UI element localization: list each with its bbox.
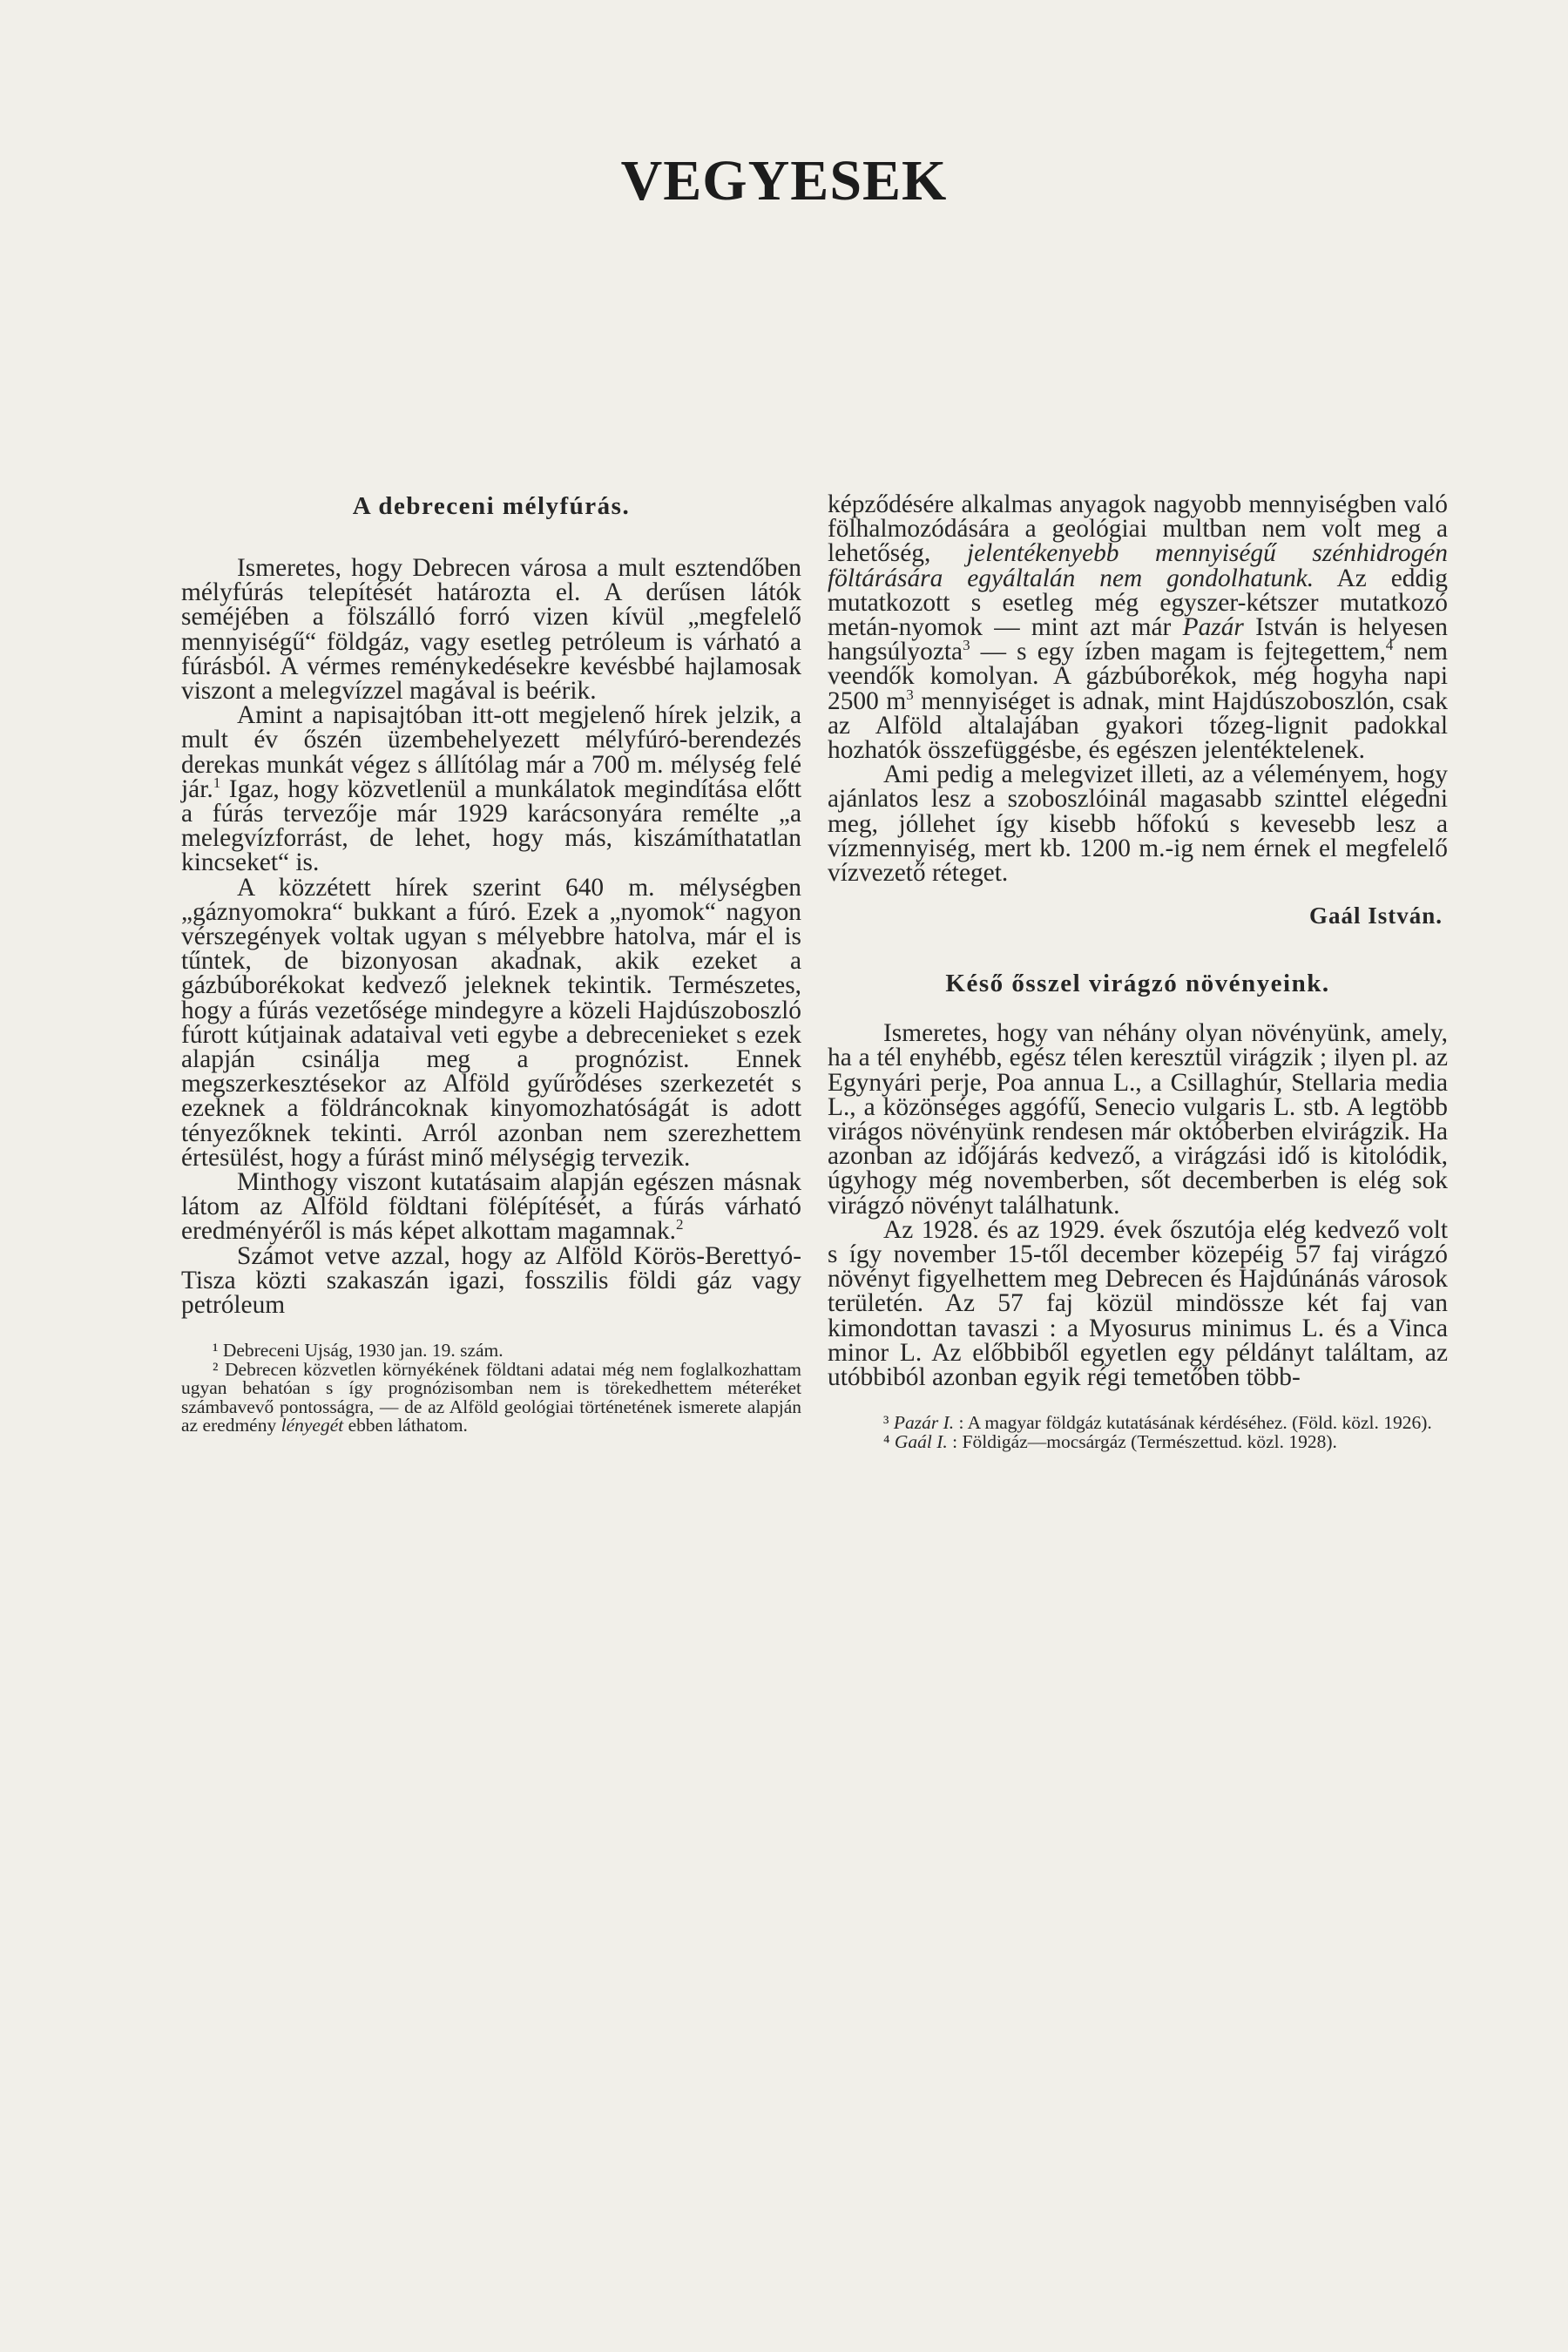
- right-column: [828, 492, 1448, 1451]
- text-run: mennyiséget is adnak, mint Hajdúszoboszlón, csak az Alföld altalajában gyakori tőzeg-lignit padokkal hozhatók összefüggésbe, és egészen jelentéktelenek.: [828, 686, 1448, 765]
- text-run: Az eddig mutatkozott s esetleg még egyszer-kétszer mutatkozó metán-nyomok — mint azt már: [828, 564, 1449, 642]
- article-heading: Késő ősszel virágzó növényeink.: [945, 970, 1330, 998]
- text-run: Minthogy viszont kutatásaim alapján egészen másnak látom az Alföld földtani fölépítését, a fúrás várható eredményéről is más képet alkottam magamnak.: [181, 1168, 801, 1246]
- page-title: VEGYESEK: [620, 149, 948, 213]
- emphasis: jelentékenyebb mennyiségű szénhidrogén föltárására egyáltalán nem gondolhatunk.: [828, 539, 1449, 592]
- text-run: — s egy ízben magam is fejtegettem,: [970, 638, 1386, 666]
- footnote: [828, 1430, 1448, 1452]
- text-run: : A magyar földgáz kutatásának kérdéséhez. (Föld. közl. 1926).: [958, 1412, 1432, 1434]
- footnote-ref: 2: [676, 1216, 684, 1233]
- paragraph: Ismeretes, hogy Debrecen városa a mult esztendőben mélyfúrás telepítését határozta el. A derűsen látók seméjében a fölszálló forró vizen kívül „megfelelő mennyiségű“ földgáz, vagy esetleg petróleum is várható a fúrásból. A vérmes reménykedésekre kevésbbé hajlamosak viszont a melegvízzel magával is beérik.: [181, 554, 801, 706]
- emphasis: Gaál I.: [894, 1430, 948, 1452]
- paragraph: Számot vetve azzal, hogy az Alföld Körös-Berettyó-Tisza közti szakaszán igazi, fosszilis földi gáz vagy petróleum: [181, 1241, 801, 1320]
- left-column: [181, 492, 801, 1435]
- text-run: : Földigáz—mocsárgáz (Természettud. közl. 1928).: [952, 1430, 1337, 1452]
- paragraph: [181, 1170, 801, 1244]
- text-run: ² Debrecen közvetlen környékének földtani adatai még nem foglalkozhattam ugyan behatóan s így prognózisomban nem is törekedhettem méteréket számbavevő pontosságra, — de az Alföld geológiai történetének ismerete alapján az eredmény: [181, 1358, 801, 1436]
- author-signature: Gaál István.: [1308, 902, 1443, 929]
- text-run: István is helyesen hangsúlyozta: [828, 613, 1449, 666]
- footnote-number: ³: [883, 1412, 889, 1434]
- text-run: képződésére alkalmas anyagok nagyobb mennyiségben való fölhalmozódására a geológiai multban nem volt meg a lehetőség,: [828, 490, 1448, 568]
- footnote: [828, 1414, 1448, 1432]
- footnote-ref: 4: [1385, 637, 1394, 654]
- text-run: Amint a napisajtóban itt-ott megjelenő hírek jelzik, a mult év őszén üzembehelyezett mélyfúró-berendezés derekas munkát végez s állítólag már a 700 m. mélység felé jár.: [181, 701, 801, 803]
- text-run: Igaz, hogy közvetlenül a munkálatok megindítása előtt a fúrás tervezője már 1929 karácsonyára remélte „a melegvízforrást, de lehet, hogy más, kiszámíthatatlan kincseket“ is.: [181, 774, 801, 877]
- text-run: ebben láthatom.: [343, 1414, 468, 1436]
- text-run: nem veendők komolyan. A gázbúborékok, még hogyha napi 2500 m: [828, 638, 1448, 715]
- footnotes: [181, 1342, 801, 1435]
- footnote-ref: 3: [963, 637, 970, 654]
- article-heading: A debreceni mélyfúrás.: [352, 492, 631, 520]
- emphasis: Pazár: [1182, 613, 1244, 642]
- footnote-number: ⁴: [883, 1430, 890, 1452]
- paragraph: Ami pedig a melegvizet illeti, az a véleményem, hogy ajánlatos lesz a szoboszlóinál magasabb szinttel elégedni meg, jóllehet így kisebb hőfokú s kevesebb lesz a vízmennyiség, mert kb. 1200 m.-ig nem érnek el megfelelő vízvezető réteget.: [828, 760, 1448, 888]
- emphasis: Pazár I.: [893, 1412, 955, 1434]
- paragraph: [181, 703, 801, 875]
- footnote: [181, 1358, 801, 1436]
- footnote-ref: 1: [213, 774, 221, 792]
- paragraph: Az 1928. és az 1929. évek őszutója elég kedvező volt s így november 15-től december közepéig 57 faj virágzó növényt figyelhettem meg Debrecen és Hajdúnánás városok területén. Az 57 faj közül mindössze két faj van kimondottan tavaszi : a Myosurus minimus L. és a Vinca minor L. Az előbbiből egyetlen egy példányt találtam, az utóbbiból azonban egyik régi temetőben több-: [828, 1215, 1448, 1392]
- superscript: 3: [906, 686, 914, 703]
- footnote: ¹ Debreceni Ujság, 1930 jan. 19. szám.: [213, 1340, 504, 1362]
- paragraph: Ismeretes, hogy van néhány olyan növényünk, amely, ha a tél enyhébb, egész télen keresztül virágzik ; ilyen pl. az Egynyári perje, Poa annua L., a Csillaghúr, Stellaria media L., a közönséges aggófű, Senecio vulgaris L. stb. A legtöbb virágos növényünk rendesen már októberben elvirágzik. Ha azonban az időjárás kedvező, a virágzási idő is kitolódik, úgyhogy még novemberben, sőt decemberben is elég sok virágzó növényt találhatunk.: [828, 1019, 1448, 1220]
- paragraph: A közzétett hírek szerint 640 m. mélységben „gáznyomokra“ bukkant a fúró. Ezek a „nyomok“ nagyon vérszegények voltak ugyan s mélyebbre hatolva, már el is tűntek, de bizonyosan akadnak, akik ezeket a gázbúborékokat kedvező jeleknek tekintik. Természetes, hogy a fúrás vezetősége mindegyre a közeli Hajdúszoboszló fúrott kútjainak adataival veti egybe a debrecenieket s ezek alapján csinálja meg a prognózist. Ennek megszerkesztésekor az Alföld gyűrődéses szerkezetét s ezeknek a földráncoknak kinyomozhatóságát is adott tényezőknek tekinti. Arról azonban nem szerezhettem értesülést, hogy a fúrást minő mélységig tervezik.: [181, 873, 801, 1172]
- paragraph: [828, 490, 1449, 765]
- footnotes: [828, 1414, 1448, 1451]
- emphasis: lényegét: [280, 1414, 344, 1436]
